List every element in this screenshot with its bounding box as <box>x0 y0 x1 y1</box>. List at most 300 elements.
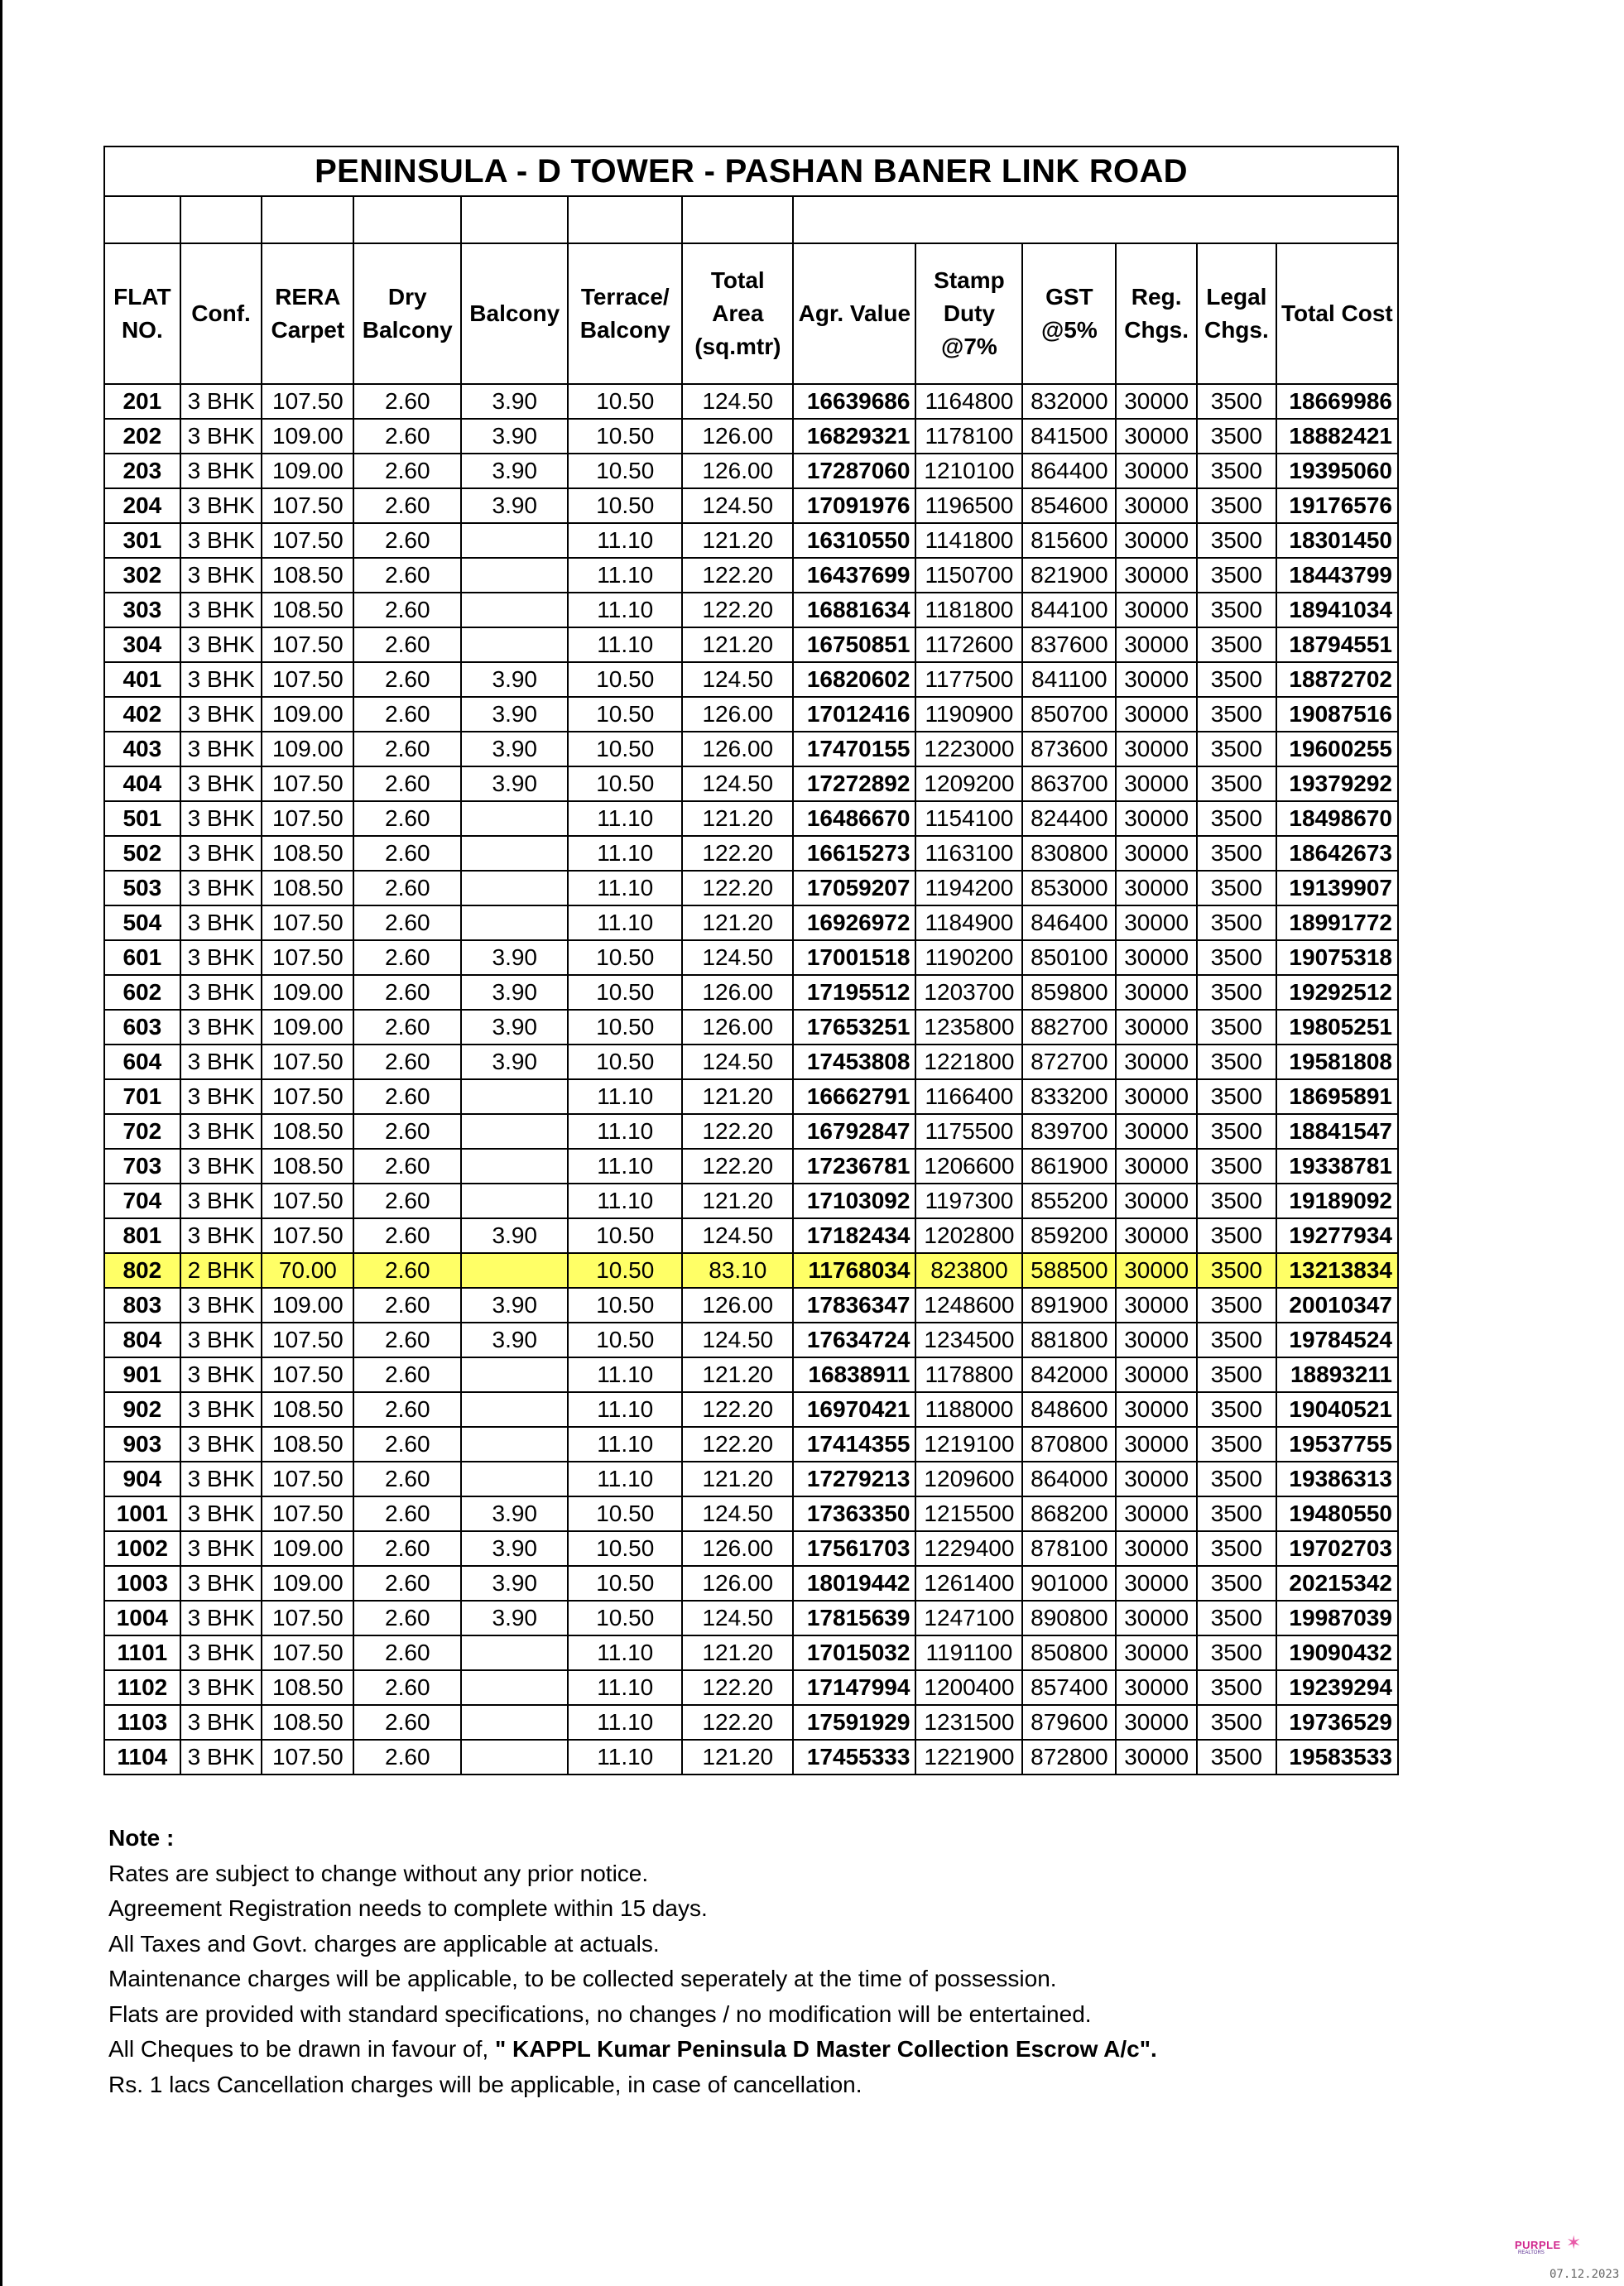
cell-rera-carpet: 107.50 <box>262 1496 353 1531</box>
cell-config: 3 BHK <box>180 1635 262 1670</box>
cell-registration-charges: 30000 <box>1116 1114 1197 1149</box>
cell-total-area: 126.00 <box>682 1288 793 1323</box>
cell-registration-charges: 30000 <box>1116 1323 1197 1357</box>
cell-total-area: 121.20 <box>682 801 793 836</box>
cell-balcony <box>461 1149 568 1184</box>
cell-terrace-balcony: 10.50 <box>568 975 682 1010</box>
table-row <box>104 940 1398 975</box>
cell-flat-no: 802 <box>104 1253 180 1288</box>
cell-terrace-balcony: 10.50 <box>568 1045 682 1079</box>
cell-balcony: 3.90 <box>461 940 568 975</box>
cell-legal-charges: 3500 <box>1197 593 1276 627</box>
cell-balcony: 3.90 <box>461 766 568 801</box>
cell-agreement-value: 16750851 <box>793 627 915 662</box>
cell-flat-no: 902 <box>104 1392 180 1427</box>
cell-balcony: 3.90 <box>461 488 568 523</box>
cell-flat-no: 1001 <box>104 1496 180 1531</box>
table-row <box>104 1566 1398 1601</box>
cell-config: 3 BHK <box>180 1218 262 1253</box>
cell-config: 3 BHK <box>180 593 262 627</box>
cell-registration-charges: 30000 <box>1116 1253 1197 1288</box>
cell-total-cost: 19600255 <box>1276 732 1398 766</box>
cell-flat-no: 901 <box>104 1357 180 1392</box>
cell-terrace-balcony: 10.50 <box>568 1218 682 1253</box>
cell-stamp-duty: 1184900 <box>915 905 1022 940</box>
cell-total-area: 124.50 <box>682 488 793 523</box>
cell-flat-no: 204 <box>104 488 180 523</box>
table-row <box>104 1184 1398 1218</box>
cell-rera-carpet: 109.00 <box>262 975 353 1010</box>
cell-gst: 821900 <box>1022 558 1116 593</box>
table-row <box>104 1601 1398 1635</box>
cell-agreement-value: 17015032 <box>793 1635 915 1670</box>
cell-stamp-duty: 1175500 <box>915 1114 1022 1149</box>
cell-agreement-value: 16639686 <box>793 384 915 419</box>
cell-legal-charges: 3500 <box>1197 732 1276 766</box>
cell-total-cost: 19395060 <box>1276 454 1398 488</box>
table-row <box>104 697 1398 732</box>
cell-dry-balcony: 2.60 <box>353 1496 461 1531</box>
cell-config: 2 BHK <box>180 1253 262 1288</box>
cell-total-area: 124.50 <box>682 766 793 801</box>
cell-rera-carpet: 108.50 <box>262 1705 353 1740</box>
cell-stamp-duty: 1178800 <box>915 1357 1022 1392</box>
note-cheque-line <box>108 2032 1516 2067</box>
cell-balcony <box>461 627 568 662</box>
cell-rera-carpet: 107.50 <box>262 1218 353 1253</box>
cell-gst: 850700 <box>1022 697 1116 732</box>
cell-total-area: 124.50 <box>682 1045 793 1079</box>
cell-config: 3 BHK <box>180 1392 262 1427</box>
cell-registration-charges: 30000 <box>1116 419 1197 454</box>
cell-dry-balcony: 2.60 <box>353 1462 461 1496</box>
cell-terrace-balcony: 11.10 <box>568 523 682 558</box>
cell-config: 3 BHK <box>180 1288 262 1323</box>
table-row <box>104 384 1398 419</box>
cell-config: 3 BHK <box>180 1323 262 1357</box>
cell-balcony <box>461 1705 568 1740</box>
cell-agreement-value: 17182434 <box>793 1218 915 1253</box>
cell-rera-carpet: 108.50 <box>262 1149 353 1184</box>
cell-config: 3 BHK <box>180 488 262 523</box>
cell-dry-balcony: 2.60 <box>353 662 461 697</box>
cell-balcony: 3.90 <box>461 384 568 419</box>
cell-legal-charges: 3500 <box>1197 454 1276 488</box>
cell-flat-no: 903 <box>104 1427 180 1462</box>
cell-gst: 824400 <box>1022 801 1116 836</box>
cell-agreement-value: 16926972 <box>793 905 915 940</box>
cell-total-area: 122.20 <box>682 871 793 905</box>
cell-gst: 882700 <box>1022 1010 1116 1045</box>
cell-dry-balcony: 2.60 <box>353 1010 461 1045</box>
cell-flat-no: 1002 <box>104 1531 180 1566</box>
cell-registration-charges: 30000 <box>1116 801 1197 836</box>
cell-terrace-balcony: 10.50 <box>568 1288 682 1323</box>
cell-gst: 842000 <box>1022 1357 1116 1392</box>
spacer-row <box>104 196 1398 243</box>
table-row <box>104 1010 1398 1045</box>
cell-total-area: 121.20 <box>682 627 793 662</box>
cell-agreement-value: 16437699 <box>793 558 915 593</box>
cell-stamp-duty: 1231500 <box>915 1705 1022 1740</box>
cell-balcony <box>461 871 568 905</box>
cell-total-cost: 19537755 <box>1276 1427 1398 1462</box>
cell-terrace-balcony: 11.10 <box>568 1670 682 1705</box>
cell-dry-balcony: 2.60 <box>353 419 461 454</box>
cell-total-cost: 19176576 <box>1276 488 1398 523</box>
realtor-logo <box>1515 2231 1589 2264</box>
header-row <box>104 243 1398 384</box>
cell-balcony: 3.90 <box>461 662 568 697</box>
cell-legal-charges: 3500 <box>1197 1740 1276 1775</box>
cell-registration-charges: 30000 <box>1116 384 1197 419</box>
cell-legal-charges: 3500 <box>1197 871 1276 905</box>
cell-terrace-balcony: 10.50 <box>568 766 682 801</box>
cell-rera-carpet: 107.50 <box>262 1635 353 1670</box>
page-left-border <box>0 0 2 2286</box>
cell-balcony: 3.90 <box>461 1288 568 1323</box>
cell-terrace-balcony: 10.50 <box>568 662 682 697</box>
cell-config: 3 BHK <box>180 627 262 662</box>
cell-registration-charges: 30000 <box>1116 1462 1197 1496</box>
cell-dry-balcony: 2.60 <box>353 1392 461 1427</box>
cell-config: 3 BHK <box>180 384 262 419</box>
stamp-date: 07.12.2023 <box>1550 2268 1620 2281</box>
cell-rera-carpet: 108.50 <box>262 836 353 871</box>
cell-dry-balcony: 2.60 <box>353 1079 461 1114</box>
cell-stamp-duty: 1248600 <box>915 1288 1022 1323</box>
cell-flat-no: 1103 <box>104 1705 180 1740</box>
cell-total-cost: 19987039 <box>1276 1601 1398 1635</box>
cell-agreement-value: 17236781 <box>793 1149 915 1184</box>
cell-legal-charges: 3500 <box>1197 1045 1276 1079</box>
cell-gst: 848600 <box>1022 1392 1116 1427</box>
cell-total-area: 121.20 <box>682 1740 793 1775</box>
cell-balcony: 3.90 <box>461 1323 568 1357</box>
cell-config: 3 BHK <box>180 836 262 871</box>
cell-balcony: 3.90 <box>461 1601 568 1635</box>
cell-total-cost: 18841547 <box>1276 1114 1398 1149</box>
table-row <box>104 627 1398 662</box>
table-row <box>104 662 1398 697</box>
cell-registration-charges: 30000 <box>1116 905 1197 940</box>
cell-dry-balcony: 2.60 <box>353 975 461 1010</box>
cell-agreement-value: 16820602 <box>793 662 915 697</box>
cell-flat-no: 504 <box>104 905 180 940</box>
cell-rera-carpet: 70.00 <box>262 1253 353 1288</box>
cell-config: 3 BHK <box>180 1357 262 1392</box>
cell-config: 3 BHK <box>180 454 262 488</box>
cell-total-cost: 13213834 <box>1276 1253 1398 1288</box>
cell-stamp-duty: 1163100 <box>915 836 1022 871</box>
cell-config: 3 BHK <box>180 1601 262 1635</box>
column-header: Conf. <box>180 243 262 384</box>
cell-rera-carpet: 108.50 <box>262 1114 353 1149</box>
table-row <box>104 1531 1398 1566</box>
cell-rera-carpet: 107.50 <box>262 1184 353 1218</box>
cell-config: 3 BHK <box>180 1705 262 1740</box>
cell-terrace-balcony: 11.10 <box>568 1462 682 1496</box>
cell-stamp-duty: 1209600 <box>915 1462 1022 1496</box>
cell-gst: 901000 <box>1022 1566 1116 1601</box>
cell-terrace-balcony: 11.10 <box>568 1740 682 1775</box>
cell-dry-balcony: 2.60 <box>353 732 461 766</box>
cell-flat-no: 202 <box>104 419 180 454</box>
cell-rera-carpet: 107.50 <box>262 1740 353 1775</box>
cell-legal-charges: 3500 <box>1197 662 1276 697</box>
cell-registration-charges: 30000 <box>1116 488 1197 523</box>
table-row <box>104 1149 1398 1184</box>
cell-stamp-duty: 1196500 <box>915 488 1022 523</box>
cell-rera-carpet: 107.50 <box>262 1601 353 1635</box>
cell-stamp-duty: 1191100 <box>915 1635 1022 1670</box>
cell-config: 3 BHK <box>180 940 262 975</box>
cell-flat-no: 801 <box>104 1218 180 1253</box>
cell-rera-carpet: 107.50 <box>262 801 353 836</box>
cell-total-cost: 18941034 <box>1276 593 1398 627</box>
cell-dry-balcony: 2.60 <box>353 1253 461 1288</box>
cell-total-cost: 19386313 <box>1276 1462 1398 1496</box>
cell-config: 3 BHK <box>180 871 262 905</box>
cell-total-cost: 19239294 <box>1276 1670 1398 1705</box>
cell-balcony <box>461 1357 568 1392</box>
table-row <box>104 1288 1398 1323</box>
cell-rera-carpet: 109.00 <box>262 697 353 732</box>
cell-total-area: 121.20 <box>682 1357 793 1392</box>
cell-total-area: 122.20 <box>682 1705 793 1740</box>
cell-registration-charges: 30000 <box>1116 523 1197 558</box>
note-line: Flats are provided with standard specifications, no changes / no modification will be entertained. <box>108 2000 1092 2027</box>
cell-config: 3 BHK <box>180 1427 262 1462</box>
cell-total-cost: 18893211 <box>1276 1357 1398 1392</box>
cell-balcony: 3.90 <box>461 1566 568 1601</box>
cell-stamp-duty: 1188000 <box>915 1392 1022 1427</box>
cell-gst: 872800 <box>1022 1740 1116 1775</box>
cell-terrace-balcony: 10.50 <box>568 488 682 523</box>
cell-total-cost: 20215342 <box>1276 1566 1398 1601</box>
cell-balcony: 3.90 <box>461 697 568 732</box>
cell-gst: 864400 <box>1022 454 1116 488</box>
column-header: Terrace/ Balcony <box>568 243 682 384</box>
cell-terrace-balcony: 11.10 <box>568 801 682 836</box>
cell-terrace-balcony: 10.50 <box>568 1253 682 1288</box>
cell-legal-charges: 3500 <box>1197 384 1276 419</box>
cell-agreement-value: 18019442 <box>793 1566 915 1601</box>
cell-terrace-balcony: 11.10 <box>568 1705 682 1740</box>
column-header: FLAT NO. <box>104 243 180 384</box>
column-header: Stamp Duty @7% <box>915 243 1022 384</box>
cell-balcony <box>461 801 568 836</box>
cell-config: 3 BHK <box>180 697 262 732</box>
cell-dry-balcony: 2.60 <box>353 940 461 975</box>
cell-gst: 839700 <box>1022 1114 1116 1149</box>
cell-total-cost: 19075318 <box>1276 940 1398 975</box>
cell-terrace-balcony: 11.10 <box>568 1635 682 1670</box>
cell-config: 3 BHK <box>180 1114 262 1149</box>
column-header: Balcony <box>461 243 568 384</box>
cell-dry-balcony: 2.60 <box>353 1357 461 1392</box>
cell-agreement-value: 16829321 <box>793 419 915 454</box>
cell-rera-carpet: 109.00 <box>262 419 353 454</box>
cell-dry-balcony: 2.60 <box>353 1740 461 1775</box>
cell-total-cost: 19189092 <box>1276 1184 1398 1218</box>
cell-legal-charges: 3500 <box>1197 1705 1276 1740</box>
cell-dry-balcony: 2.60 <box>353 766 461 801</box>
cell-gst: 857400 <box>1022 1670 1116 1705</box>
cell-total-area: 121.20 <box>682 1462 793 1496</box>
cell-legal-charges: 3500 <box>1197 419 1276 454</box>
cell-dry-balcony: 2.60 <box>353 488 461 523</box>
column-header: GST @5% <box>1022 243 1116 384</box>
cell-agreement-value: 17414355 <box>793 1427 915 1462</box>
cell-legal-charges: 3500 <box>1197 558 1276 593</box>
cell-total-area: 124.50 <box>682 1601 793 1635</box>
cell-balcony <box>461 1740 568 1775</box>
cell-rera-carpet: 109.00 <box>262 454 353 488</box>
cell-dry-balcony: 2.60 <box>353 627 461 662</box>
cell-stamp-duty: 1221800 <box>915 1045 1022 1079</box>
logo-brand: PURPLE <box>1515 2239 1561 2251</box>
cell-total-cost: 19087516 <box>1276 697 1398 732</box>
cell-flat-no: 502 <box>104 836 180 871</box>
cell-terrace-balcony: 11.10 <box>568 593 682 627</box>
cell-legal-charges: 3500 <box>1197 1531 1276 1566</box>
cell-gst: 872700 <box>1022 1045 1116 1079</box>
cell-gst: 864000 <box>1022 1462 1116 1496</box>
cell-dry-balcony: 2.60 <box>353 1045 461 1079</box>
cell-stamp-duty: 1209200 <box>915 766 1022 801</box>
cell-total-cost: 18301450 <box>1276 523 1398 558</box>
cell-registration-charges: 30000 <box>1116 1045 1197 1079</box>
cell-dry-balcony: 2.60 <box>353 1114 461 1149</box>
table-row <box>104 1670 1398 1705</box>
cell-legal-charges: 3500 <box>1197 766 1276 801</box>
cell-dry-balcony: 2.60 <box>353 871 461 905</box>
cell-legal-charges: 3500 <box>1197 940 1276 975</box>
cell-legal-charges: 3500 <box>1197 801 1276 836</box>
table-row <box>104 1635 1398 1670</box>
cell-total-area: 122.20 <box>682 1149 793 1184</box>
cell-terrace-balcony: 11.10 <box>568 1392 682 1427</box>
cell-stamp-duty: 1202800 <box>915 1218 1022 1253</box>
cell-total-area: 124.50 <box>682 384 793 419</box>
cell-flat-no: 904 <box>104 1462 180 1496</box>
cell-flat-no: 604 <box>104 1045 180 1079</box>
cell-balcony: 3.90 <box>461 1218 568 1253</box>
cell-balcony <box>461 1635 568 1670</box>
cell-flat-no: 302 <box>104 558 180 593</box>
cell-terrace-balcony: 10.50 <box>568 1531 682 1566</box>
cell-terrace-balcony: 10.50 <box>568 732 682 766</box>
cell-agreement-value: 17836347 <box>793 1288 915 1323</box>
table-row <box>104 1253 1398 1288</box>
cell-terrace-balcony: 10.50 <box>568 454 682 488</box>
cell-legal-charges: 3500 <box>1197 1357 1276 1392</box>
cell-balcony: 3.90 <box>461 1045 568 1079</box>
cell-total-cost: 19277934 <box>1276 1218 1398 1253</box>
cell-legal-charges: 3500 <box>1197 1184 1276 1218</box>
cell-agreement-value: 17091976 <box>793 488 915 523</box>
cell-terrace-balcony: 11.10 <box>568 1079 682 1114</box>
table-row <box>104 593 1398 627</box>
cell-config: 3 BHK <box>180 1045 262 1079</box>
cell-rera-carpet: 107.50 <box>262 1045 353 1079</box>
cell-balcony <box>461 905 568 940</box>
table-row <box>104 766 1398 801</box>
cell-flat-no: 701 <box>104 1079 180 1114</box>
cell-gst: 837600 <box>1022 627 1116 662</box>
cell-legal-charges: 3500 <box>1197 1253 1276 1288</box>
cell-total-area: 124.50 <box>682 1218 793 1253</box>
table-row <box>104 871 1398 905</box>
cell-gst: 859800 <box>1022 975 1116 1010</box>
cell-total-cost: 19139907 <box>1276 871 1398 905</box>
cell-gst: 844100 <box>1022 593 1116 627</box>
cell-total-cost: 18872702 <box>1276 662 1398 697</box>
cell-agreement-value: 16662791 <box>793 1079 915 1114</box>
cell-gst: 850100 <box>1022 940 1116 975</box>
cell-legal-charges: 3500 <box>1197 523 1276 558</box>
cell-terrace-balcony: 11.10 <box>568 627 682 662</box>
cell-total-area: 126.00 <box>682 1531 793 1566</box>
cell-total-area: 122.20 <box>682 1114 793 1149</box>
cell-terrace-balcony: 10.50 <box>568 1010 682 1045</box>
cell-total-cost: 18498670 <box>1276 801 1398 836</box>
cell-legal-charges: 3500 <box>1197 1670 1276 1705</box>
cell-agreement-value: 17591929 <box>793 1705 915 1740</box>
cell-legal-charges: 3500 <box>1197 1635 1276 1670</box>
cell-terrace-balcony: 10.50 <box>568 419 682 454</box>
table-row <box>104 1740 1398 1775</box>
cell-agreement-value: 17561703 <box>793 1531 915 1566</box>
table-row <box>104 1427 1398 1462</box>
note-line: Maintenance charges will be applicable, to be collected seperately at the time of possession. <box>108 1966 1057 1991</box>
cell-registration-charges: 30000 <box>1116 1357 1197 1392</box>
table-row <box>104 1079 1398 1114</box>
cell-balcony <box>461 836 568 871</box>
cell-rera-carpet: 108.50 <box>262 558 353 593</box>
cell-balcony: 3.90 <box>461 1496 568 1531</box>
cell-registration-charges: 30000 <box>1116 662 1197 697</box>
cell-rera-carpet: 107.50 <box>262 523 353 558</box>
cell-flat-no: 703 <box>104 1149 180 1184</box>
cell-dry-balcony: 2.60 <box>353 593 461 627</box>
cell-agreement-value: 17653251 <box>793 1010 915 1045</box>
cell-rera-carpet: 107.50 <box>262 1323 353 1357</box>
cell-terrace-balcony: 11.10 <box>568 1184 682 1218</box>
cell-dry-balcony: 2.60 <box>353 697 461 732</box>
cell-config: 3 BHK <box>180 1149 262 1184</box>
table-row <box>104 1218 1398 1253</box>
cell-registration-charges: 30000 <box>1116 1010 1197 1045</box>
cell-agreement-value: 17103092 <box>793 1184 915 1218</box>
cell-rera-carpet: 108.50 <box>262 593 353 627</box>
cell-config: 3 BHK <box>180 1670 262 1705</box>
cell-stamp-duty: 1219100 <box>915 1427 1022 1462</box>
cell-terrace-balcony: 11.10 <box>568 558 682 593</box>
cell-legal-charges: 3500 <box>1197 1010 1276 1045</box>
cell-dry-balcony: 2.60 <box>353 1635 461 1670</box>
cell-balcony: 3.90 <box>461 975 568 1010</box>
cell-terrace-balcony: 11.10 <box>568 1149 682 1184</box>
table-row <box>104 1357 1398 1392</box>
cell-stamp-duty: 1190200 <box>915 940 1022 975</box>
cell-stamp-duty: 1172600 <box>915 627 1022 662</box>
cell-gst: 815600 <box>1022 523 1116 558</box>
cell-gst: 855200 <box>1022 1184 1116 1218</box>
cell-agreement-value: 17147994 <box>793 1670 915 1705</box>
cell-terrace-balcony: 11.10 <box>568 1427 682 1462</box>
